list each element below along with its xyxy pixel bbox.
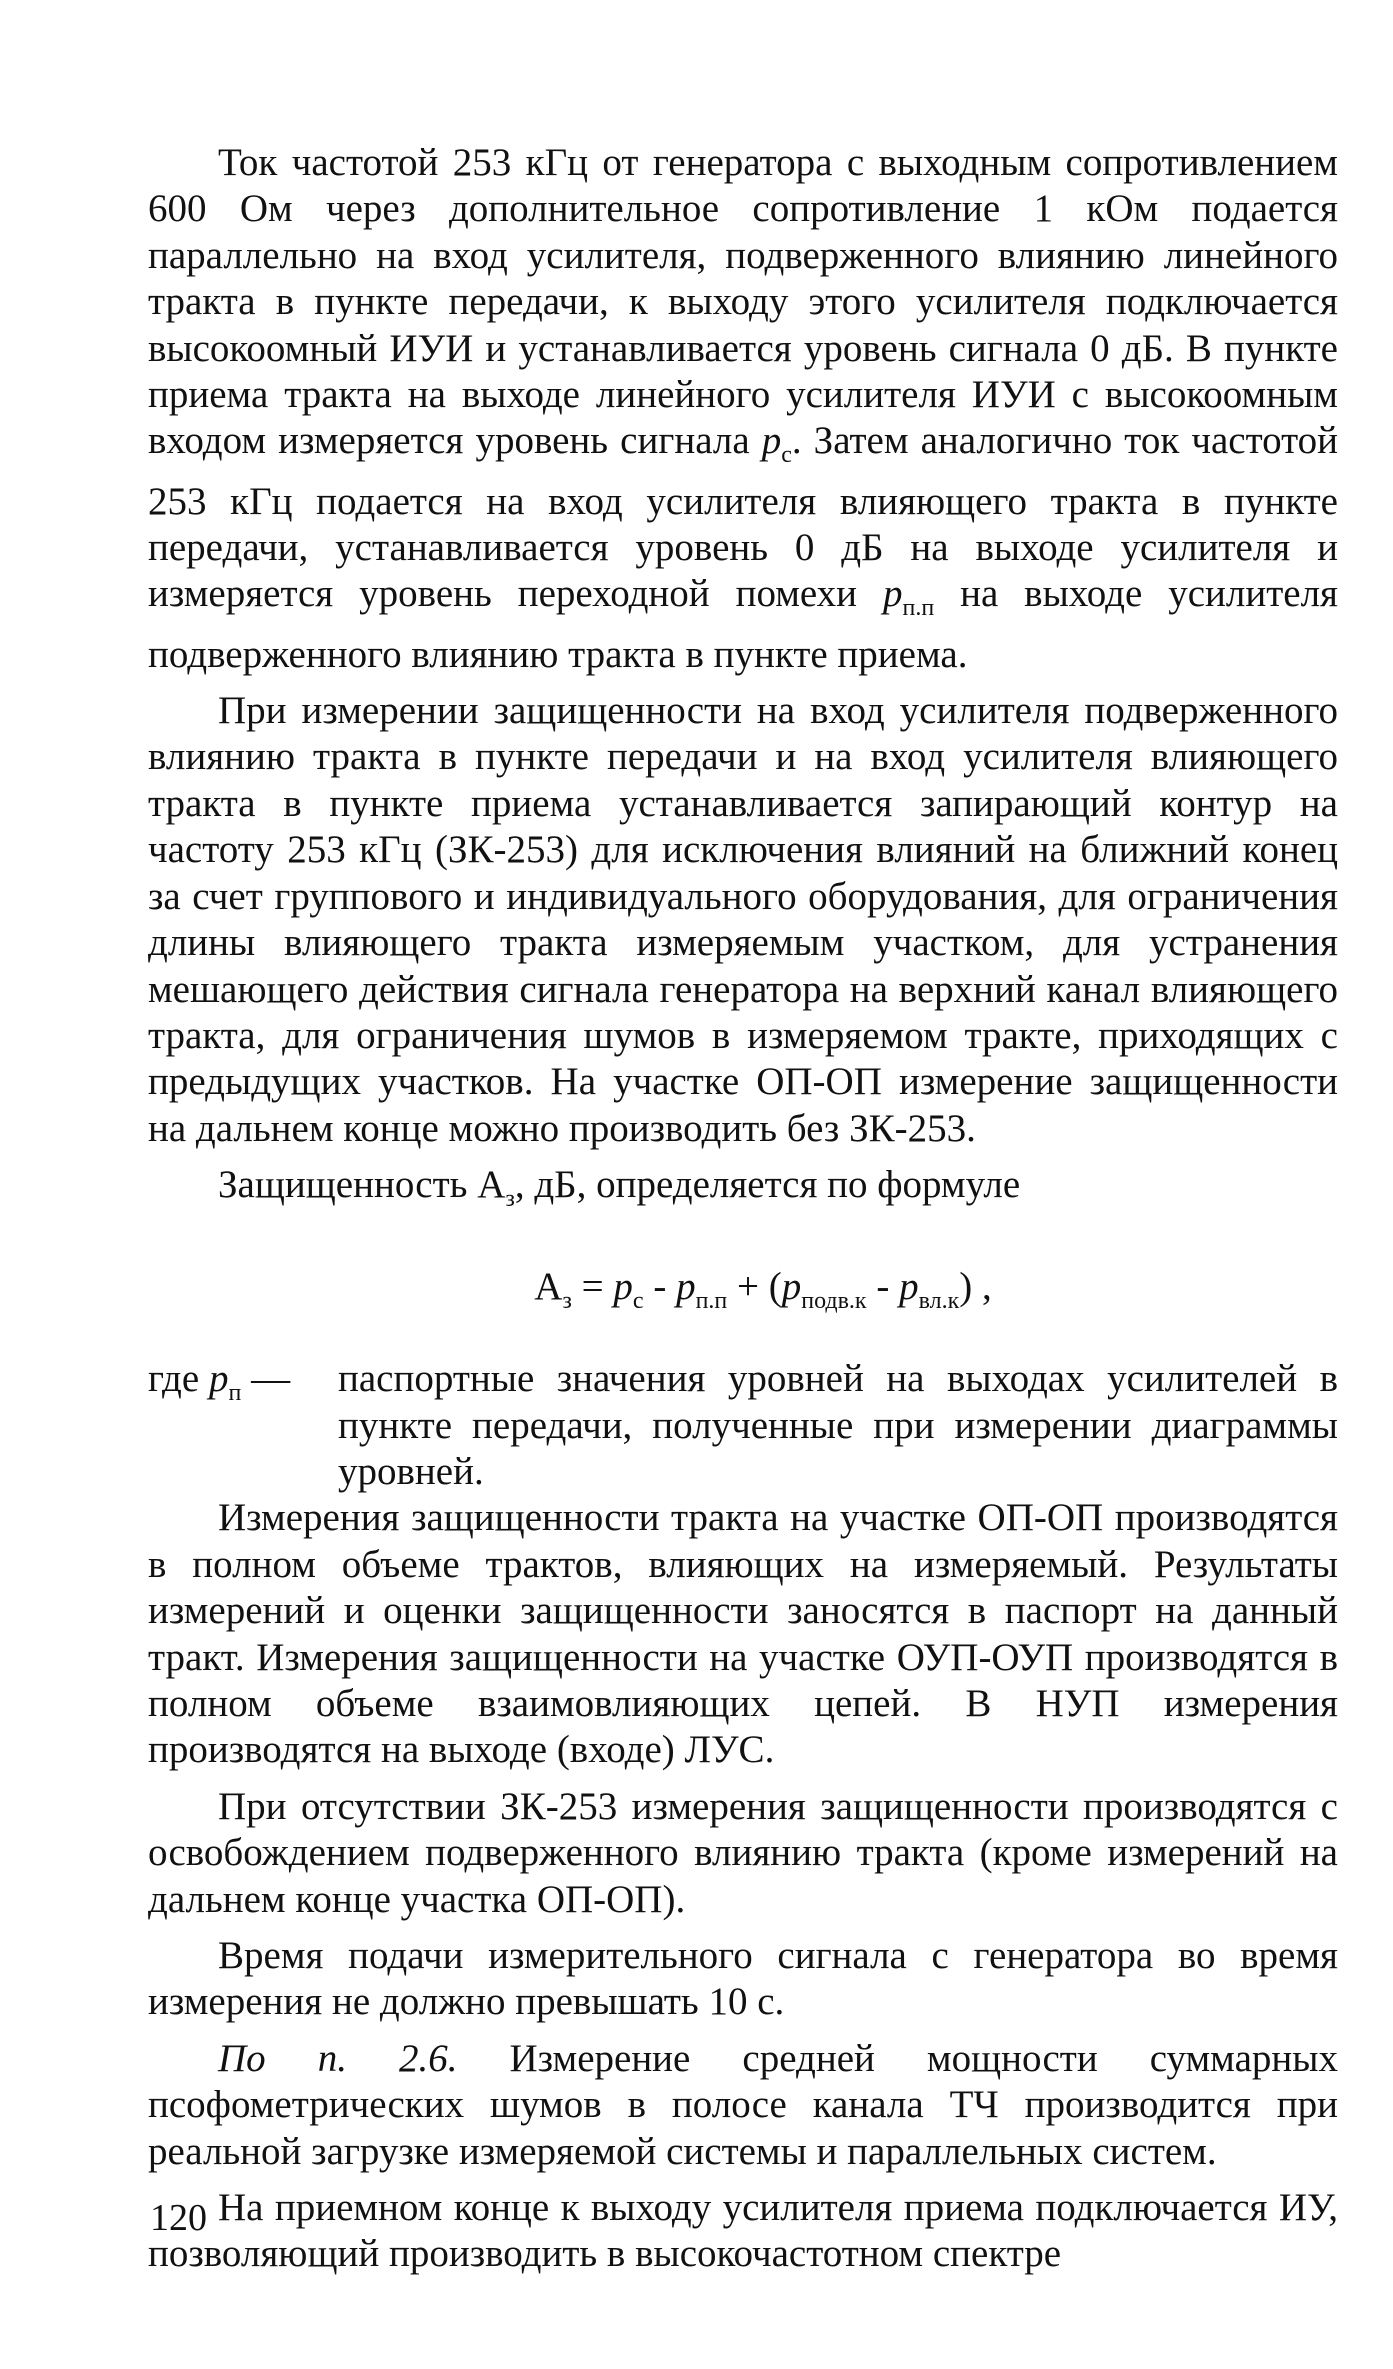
where-variable: p: [208, 1357, 229, 1401]
var-p-pp-symbol: p: [882, 572, 903, 616]
page-number: 120: [150, 2197, 207, 2239]
var-p-c: [761, 419, 792, 469]
var-p-c-subscript: с: [781, 442, 792, 469]
var-p-pp-subscript: п.п: [902, 595, 935, 622]
where-definition: [148, 1356, 1338, 1495]
formula-plus: + (: [727, 1265, 782, 1309]
formula-minus-2: -: [866, 1265, 900, 1309]
paragraph-1: [148, 140, 1338, 678]
formula: [148, 1262, 1338, 1326]
formula-minus-1: -: [643, 1265, 677, 1309]
paragraph-8-text: Измерение средней мощности суммарных псофометрических шумов в полосе канала ТЧ производится при реальной загрузке измеряемой системы и параллельных систем.: [148, 2036, 1338, 2173]
paragraph-8: [148, 2036, 1338, 2175]
where-text: паспортные значения уровней на выходах усилителей в пункте передачи, полученные при измерении диаграммы уровней.: [338, 1357, 1338, 1493]
var-p-pp: [882, 572, 935, 622]
paragraph-1-text-c: на выходе усилителя подверженного влиянию тракта в пункте приема.: [148, 572, 1338, 676]
where-word: где: [148, 1357, 209, 1401]
formula-equals: =: [571, 1265, 614, 1309]
formula-lhs: А: [534, 1265, 563, 1309]
var-p-c-symbol: p: [761, 419, 782, 463]
paragraph-1-text-b: . Затем аналогично ток частотой 253 кГц подается на вход усилителя влияющего тракта в пункте передачи, устанавливается уровень 0 дБ на выходе усилителя и измеряется уровень переходной помехи: [148, 419, 1338, 616]
paragraph-6: При отсутствии ЗК-253 измерения защищенности производятся с освобождением подверженного влиянию тракта (кроме измерений на дальнем конце участка ОП-ОП).: [148, 1784, 1338, 1921]
formula-lhs-subscript: з: [562, 1288, 572, 1315]
paragraph-3: [148, 1162, 1338, 1222]
document-page: [148, 140, 1338, 2278]
paragraph-1-text-a: Ток частотой 253 кГц от генератора с выходным сопротивлением 600 Ом через дополнительное сопротивление 1 кОм подается параллельно на вход усилителя, подверженного влиянию линейного тракта в пункте передачи, к выходу этого усилителя подключается высокоомный ИУИ и устанавливается уровень сигнала 0 дБ. В пункте приема тракта на выходе линейного усилителя ИУИ с высокоомным входом измеряется уровень сигнала: [148, 141, 1338, 463]
paragraph-7: Время подачи измерительного сигнала с генератора во время измерения не должно превышать 10 с.: [148, 1934, 1338, 2024]
formula-close: ) ,: [959, 1265, 992, 1309]
formula-term-2-subscript: п.п: [695, 1288, 728, 1315]
where-dash: —: [241, 1357, 291, 1401]
where-variable-subscript: п: [228, 1379, 242, 1406]
paragraph-9: На приемном конце к выходу усилителя приема подключается ИУ, позволяющий производить в высокочастотном спектре: [148, 2186, 1338, 2276]
formula-term-4-subscript: вл.к: [918, 1288, 960, 1315]
section-reference: По п. 2.6.: [218, 2036, 458, 2080]
formula-term-1-subscript: с: [632, 1288, 644, 1315]
paragraph-3-text-a: Защищенность А: [218, 1163, 506, 1207]
formula-term-3-subscript: подв.к: [801, 1288, 867, 1315]
formula-term-1: p: [613, 1265, 633, 1309]
paragraph-5: Измерения защищенности тракта на участке ОП-ОП производятся в полном объеме трактов, влияющих на измеряемый. Результаты измерений и оценки защищенности заносятся в паспорт на данный тракт. Измерения защищенности на участке ОУП-ОУП производятся в полном объеме взаимовлияющих цепей. В НУП измерения производятся на выходе (входе) ЛУС.: [148, 1496, 1338, 1772]
paragraph-3-subscript: з: [505, 1185, 515, 1212]
paragraph-2: При измерении защищенности на вход усилителя подверженного влиянию тракта в пункте передачи и на вход усилителя влияющего тракта в пункте приема устанавливается запирающий контур на частоту 253 кГц (ЗК-253) для исключения влияний на ближний конец за счет группового и индивидуального оборудования, для ограничения длины влияющего тракта измеряемым участком, для устранения мешающего действия сигнала генератора на верхний канал влияющего тракта, для ограничения шумов в измеряемом тракте, приходящих с предыдущих участков. На участке ОП-ОП измерение защищенности на дальнем конце можно производить без ЗК-253.: [148, 689, 1338, 1150]
formula-term-3: p: [781, 1265, 802, 1309]
where-head: [148, 1356, 338, 1495]
formula-term-2: p: [676, 1265, 696, 1309]
formula-term-4: p: [899, 1265, 919, 1309]
paragraph-3-text-b: , дБ, определяется по формуле: [514, 1163, 1021, 1207]
